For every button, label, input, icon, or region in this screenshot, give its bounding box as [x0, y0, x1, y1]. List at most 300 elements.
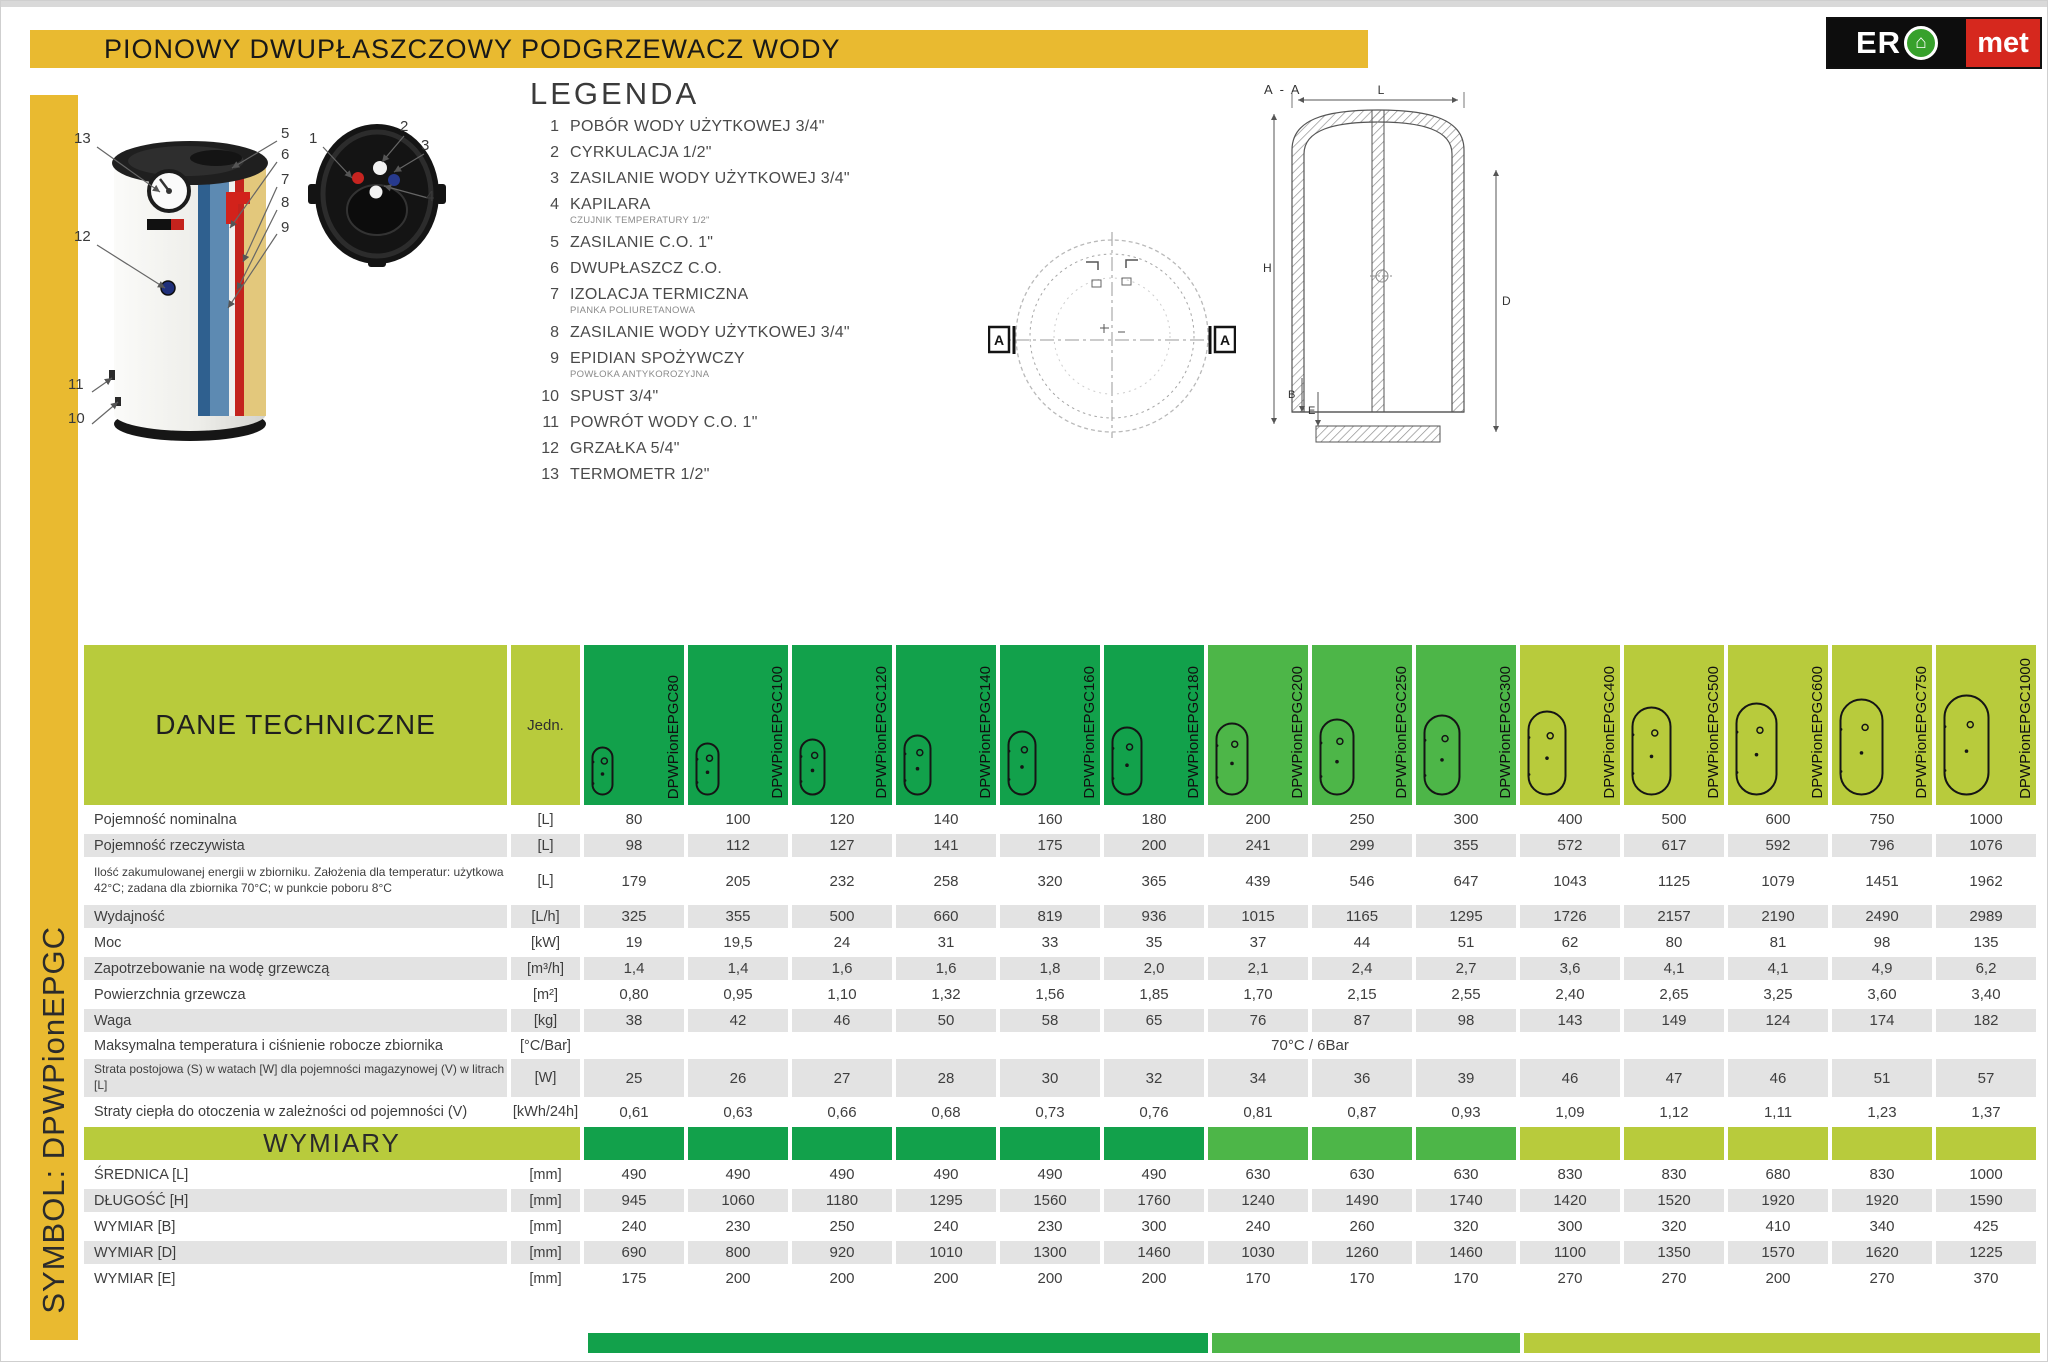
table-value-cell: 31 — [937, 934, 955, 951]
table-value-cell: 1,6 — [792, 957, 892, 980]
bottom-strip — [588, 1333, 2040, 1353]
legend-item — [533, 350, 893, 368]
legend-item-label: IZOLACJA TERMICZNA — [570, 286, 749, 303]
legend-item-label: GRZAŁKA 5/4" — [570, 440, 680, 457]
table-value-cell: 200 — [1765, 1270, 1791, 1287]
table-value-cell: 1100 — [1520, 1241, 1620, 1264]
table-value-cell: 6,2 — [1936, 957, 2036, 980]
table-value-cell: 100 — [725, 811, 751, 828]
table-value-cell: 170 — [1453, 1270, 1479, 1287]
table-value-cell: 4,1 — [1624, 957, 1724, 980]
legend-item-label: SPUST 3/4" — [570, 388, 659, 405]
legend-item — [533, 466, 893, 484]
legend-item-label: ZASILANIE C.O. 1" — [570, 234, 714, 251]
table-value-cell: 1030 — [1208, 1241, 1308, 1264]
table-value-cell: 1560 — [1000, 1189, 1100, 1212]
table-value-cell: 500 — [1661, 811, 1687, 828]
row-unit: [mm] — [511, 1241, 580, 1264]
row-label: Ilość zakumulowanej energii w zbiorniku. Założenia dla temperatur: użytkowa 42°C; zadana dla zbiornika 70°C; w punkcie poboru 8°C — [94, 865, 504, 895]
callout-label: 8 — [281, 194, 290, 211]
table-value-cell: 98 — [1873, 934, 1891, 951]
table-value-cell: 0,66 — [827, 1103, 857, 1121]
callout-label: 2 — [400, 118, 409, 135]
table-value-cell: 0,95 — [723, 986, 753, 1003]
table-value-cell: 205 — [725, 872, 751, 890]
table-value-cell: 30 — [1000, 1059, 1100, 1097]
row-label: DŁUGOŚĆ [H] — [84, 1189, 507, 1212]
table-value-cell: 490 — [933, 1166, 959, 1183]
legend-item — [533, 440, 893, 458]
table-value-cell: 141 — [896, 834, 996, 857]
table-value-cell: 270 — [1557, 1270, 1583, 1287]
vertical-section-drawing — [1258, 80, 1514, 462]
tank-icon — [695, 742, 720, 796]
table-value-cell: 200 — [1104, 834, 1204, 857]
table-value-cell: 2,15 — [1347, 986, 1377, 1003]
legend-item — [533, 196, 893, 214]
table-value-cell: 37 — [1249, 934, 1267, 951]
table-value-cell: 439 — [1245, 872, 1271, 890]
table-value-cell: 3,40 — [1971, 986, 2001, 1003]
table-value-cell: 617 — [1624, 834, 1724, 857]
legend-item-number: 2 — [550, 144, 559, 161]
table-value-cell: 47 — [1624, 1059, 1724, 1097]
legend-item-number: 5 — [550, 234, 559, 251]
tank-icon — [591, 746, 614, 796]
row-unit: [mm] — [511, 1189, 580, 1212]
page-title-band — [30, 30, 1368, 68]
table-value-cell: 57 — [1936, 1059, 2036, 1097]
column-header — [896, 645, 996, 805]
row-label: Pojemność rzeczywista — [84, 834, 507, 857]
table-value-cell: 19 — [625, 934, 643, 951]
dim-b-label: B — [1288, 389, 1296, 401]
table-value-cell: 58 — [1000, 1009, 1100, 1032]
table-value-cell: 1620 — [1832, 1241, 1932, 1264]
table-value-cell: 4,1 — [1728, 957, 1828, 980]
table-value-cell: 80 — [625, 811, 643, 828]
column-label: DPWPionEPGC400 — [1601, 666, 1618, 799]
table-value-cell: 33 — [1041, 934, 1059, 951]
row-label: Waga — [84, 1009, 507, 1032]
column-label: DPWPionEPGC500 — [1705, 666, 1722, 799]
row-label: Powierzchnia grzewcza — [94, 986, 246, 1003]
row-label: Maksymalna temperatura i ciśnienie robocze zbiornika — [94, 1037, 443, 1054]
legend-item — [533, 324, 893, 342]
legend-item-number: 13 — [541, 466, 559, 483]
table-value-cell: 1125 — [1657, 872, 1691, 890]
row-unit: [L] — [537, 873, 554, 889]
table-value-cell: 2,7 — [1416, 957, 1516, 980]
row-unit: [mm] — [529, 1218, 562, 1235]
table-value-cell: 44 — [1353, 934, 1371, 951]
table-value-cell: 46 — [1728, 1059, 1828, 1097]
window-top-edge — [0, 0, 2048, 7]
row-label: Straty ciepła do otoczenia w zależności od pojemności (V) — [94, 1104, 468, 1120]
legend-item-number: 8 — [550, 324, 559, 341]
table-value-cell: 112 — [688, 834, 788, 857]
tank-icon — [903, 734, 932, 796]
table-value-cell: 920 — [792, 1241, 892, 1264]
row-span-value: 70°C / 6Bar — [1271, 1037, 1349, 1054]
table-value-cell: 1225 — [1936, 1241, 2036, 1264]
table-value-cell: 62 — [1561, 934, 1579, 951]
table-value-cell: 1060 — [688, 1189, 788, 1212]
table-value-cell: 34 — [1208, 1059, 1308, 1097]
section-band-cell — [1104, 1127, 1204, 1160]
legend-list — [533, 118, 893, 492]
table-value-cell: 1,70 — [1243, 986, 1273, 1003]
table-value-cell: 800 — [688, 1241, 788, 1264]
table-value-cell: 200 — [1245, 811, 1271, 828]
tank-icon — [1735, 702, 1778, 796]
table-value-cell: 1962 — [1969, 872, 2003, 890]
column-label: DPWPionEPGC300 — [1497, 666, 1514, 799]
dim-e-label: E — [1308, 405, 1316, 417]
table-value-cell: 630 — [1453, 1166, 1479, 1183]
table-value-cell: 1,6 — [896, 957, 996, 980]
logo-black-section — [1828, 19, 1966, 67]
table-value-cell: 39 — [1416, 1059, 1516, 1097]
column-label: DPWPionEPGC140 — [977, 666, 994, 799]
section-band-cell — [896, 1127, 996, 1160]
table-title: DANE TECHNICZNE — [84, 645, 507, 805]
section-marker-a-left: A — [993, 332, 1005, 348]
legend-item-number: 9 — [550, 350, 559, 367]
table-value-cell: 1079 — [1761, 872, 1795, 890]
legend-item-label: DWUPŁASZCZ C.O. — [570, 260, 723, 277]
table-value-cell: 1,85 — [1139, 986, 1169, 1003]
legend-item-label: CYRKULACJA 1/2" — [570, 144, 712, 161]
tank-icon — [1631, 706, 1672, 796]
table-value-cell: 320 — [1453, 1218, 1479, 1235]
legend-item-subtext: POWŁOKA ANTYKOROZYJNA — [570, 369, 710, 380]
logo-house-icon: ⌂ — [1904, 26, 1938, 60]
table-value-cell: 179 — [621, 872, 647, 890]
legend-item-label: ZASILANIE WODY UŻYTKOWEJ 3/4" — [570, 170, 850, 187]
legend-item — [533, 144, 893, 162]
table-value-cell: 1920 — [1832, 1189, 1932, 1212]
column-header — [1832, 645, 1932, 805]
table-value-cell: 32 — [1104, 1059, 1204, 1097]
row-label: Pojemność nominalna — [94, 811, 237, 828]
tank-icon — [1007, 730, 1037, 796]
row-unit: [kg] — [511, 1009, 580, 1032]
table-value-cell: 0,73 — [1035, 1103, 1065, 1121]
table-value-cell: 1076 — [1936, 834, 2036, 857]
table-value-cell: 200 — [725, 1270, 751, 1287]
callout-label: 13 — [74, 130, 91, 147]
table-value-cell: 1920 — [1728, 1189, 1828, 1212]
tank-icon — [1215, 722, 1249, 796]
row-unit: [kWh/24h] — [512, 1104, 579, 1120]
section-band-cell — [1208, 1127, 1308, 1160]
table-value-cell: 180 — [1141, 811, 1167, 828]
row-label: WYMIAR [E] — [94, 1270, 176, 1287]
section-band-cell — [688, 1127, 788, 1160]
callout-label: 10 — [68, 410, 85, 427]
table-value-cell: 0,61 — [619, 1103, 649, 1121]
table-value-cell: 51 — [1457, 934, 1475, 951]
column-header — [1416, 645, 1516, 805]
callout-label: 6 — [281, 146, 290, 163]
row-unit: [L/h] — [511, 905, 580, 928]
table-value-cell: 1043 — [1553, 872, 1587, 890]
table-value-cell: 4,9 — [1832, 957, 1932, 980]
column-header — [1208, 645, 1308, 805]
table-value-cell: 320 — [1037, 872, 1063, 890]
row-label: Strata postojowa (S) w watach [W] dla pojemności magazynowej (V) w litrach [L] — [84, 1059, 507, 1097]
row-unit: [m²] — [533, 986, 558, 1003]
table-value-cell: 135 — [1973, 934, 1999, 951]
table-value-cell: 1,12 — [1659, 1103, 1689, 1121]
table-value-cell: 2989 — [1936, 905, 2036, 928]
legend-item-number: 7 — [550, 286, 559, 303]
column-label: DPWPionEPGC180 — [1185, 666, 1202, 799]
table-value-cell: 1451 — [1865, 872, 1899, 890]
table-value-cell: 124 — [1728, 1009, 1828, 1032]
row-unit: [kW] — [531, 934, 560, 951]
table-value-cell: 3,6 — [1520, 957, 1620, 980]
table-value-cell: 240 — [933, 1218, 959, 1235]
column-label: DPWPionEPGC200 — [1289, 666, 1306, 799]
table-value-cell: 1520 — [1624, 1189, 1724, 1212]
table-value-cell: 400 — [1557, 811, 1583, 828]
table-value-cell: 1000 — [1969, 811, 2003, 828]
table-value-cell: 260 — [1349, 1218, 1375, 1235]
table-value-cell: 46 — [792, 1009, 892, 1032]
section-band-cell — [1936, 1127, 2036, 1160]
table-value-cell: 1726 — [1520, 905, 1620, 928]
table-value-cell: 490 — [725, 1166, 751, 1183]
table-value-cell: 87 — [1312, 1009, 1412, 1032]
table-value-cell: 300 — [1141, 1218, 1167, 1235]
section-band-cell — [1624, 1127, 1724, 1160]
column-header — [1312, 645, 1412, 805]
legend-item — [533, 234, 893, 252]
column-header — [1104, 645, 1204, 805]
table-value-cell: 250 — [1349, 811, 1375, 828]
table-value-cell: 38 — [584, 1009, 684, 1032]
section-band-cell — [1520, 1127, 1620, 1160]
row-label: ŚREDNICA [L] — [94, 1166, 189, 1183]
table-value-cell: 1,8 — [1000, 957, 1100, 980]
table-value-cell: 2157 — [1624, 905, 1724, 928]
column-label: DPWPionEPGC100 — [769, 666, 786, 799]
table-value-cell: 200 — [1037, 1270, 1063, 1287]
bottom-strip-segment — [1524, 1333, 2040, 1353]
column-header — [1728, 645, 1828, 805]
table-value-cell: 170 — [1349, 1270, 1375, 1287]
table-value-cell: 1180 — [792, 1189, 892, 1212]
table-value-cell: 355 — [1416, 834, 1516, 857]
table-value-cell: 796 — [1832, 834, 1932, 857]
section-band-cell — [1832, 1127, 1932, 1160]
legend-item-label: ZASILANIE WODY UŻYTKOWEJ 3/4" — [570, 324, 850, 341]
table-value-cell: 232 — [829, 872, 855, 890]
table-value-cell: 160 — [1037, 811, 1063, 828]
column-label: DPWPionEPGC750 — [1913, 666, 1930, 799]
row-unit: [m³/h] — [511, 957, 580, 980]
column-header — [1000, 645, 1100, 805]
tank-icon — [1527, 710, 1567, 796]
table-value-cell: 0,68 — [931, 1103, 961, 1121]
callout-label: 1 — [309, 130, 318, 147]
legend-item-number: 12 — [541, 440, 559, 457]
table-value-cell: 258 — [933, 872, 959, 890]
table-value-cell: 0,80 — [619, 986, 649, 1003]
table-value-cell: 300 — [1557, 1218, 1583, 1235]
row-unit: [mm] — [529, 1270, 562, 1287]
data-table — [84, 645, 2036, 1290]
table-value-cell: 1,32 — [931, 986, 961, 1003]
legend-item-subtext: CZUJNIK TEMPERATURY 1/2" — [570, 215, 710, 226]
table-value-cell: 36 — [1312, 1059, 1412, 1097]
section-band-cell — [1728, 1127, 1828, 1160]
table-value-cell: 0,87 — [1347, 1103, 1377, 1121]
table-value-cell: 200 — [933, 1270, 959, 1287]
callout-label: 4 — [426, 188, 435, 205]
row-label: WYMIAR [B] — [94, 1218, 176, 1235]
table-value-cell: 46 — [1520, 1059, 1620, 1097]
table-value-cell: 325 — [584, 905, 684, 928]
callout-label: 7 — [281, 171, 290, 188]
column-header — [1624, 645, 1724, 805]
column-label: DPWPionEPGC600 — [1809, 666, 1826, 799]
table-value-cell: 425 — [1973, 1218, 1999, 1235]
column-label: DPWPionEPGC160 — [1081, 666, 1098, 799]
table-value-cell: 680 — [1765, 1166, 1791, 1183]
table-value-cell: 490 — [829, 1166, 855, 1183]
table-value-cell: 241 — [1208, 834, 1308, 857]
table-value-cell: 28 — [896, 1059, 996, 1097]
row-unit: [W] — [511, 1059, 580, 1097]
table-value-cell: 630 — [1349, 1166, 1375, 1183]
table-value-cell: 830 — [1557, 1166, 1583, 1183]
column-header — [792, 645, 892, 805]
table-value-cell: 1,56 — [1035, 986, 1065, 1003]
logo-met-text: met — [1977, 26, 2029, 59]
row-label: Wydajność — [84, 905, 507, 928]
column-header — [584, 645, 684, 805]
table-value-cell: 490 — [1037, 1166, 1063, 1183]
table-value-cell: 320 — [1661, 1218, 1687, 1235]
legend-item — [533, 286, 893, 304]
table-value-cell: 1295 — [1416, 905, 1516, 928]
tank-icon — [1943, 694, 1990, 796]
table-value-cell: 945 — [584, 1189, 684, 1212]
table-value-cell: 175 — [1000, 834, 1100, 857]
row-label: WYMIAR [D] — [84, 1241, 507, 1264]
row-unit: [L] — [537, 811, 554, 828]
table-value-cell: 1,10 — [827, 986, 857, 1003]
row-label: Moc — [94, 934, 122, 951]
section-band-cell — [1416, 1127, 1516, 1160]
table-value-cell: 1420 — [1520, 1189, 1620, 1212]
table-value-cell: 592 — [1728, 834, 1828, 857]
table-value-cell: 200 — [1141, 1270, 1167, 1287]
table-value-cell: 1,23 — [1867, 1103, 1897, 1121]
legend-item-label: EPIDIAN SPOŻYWCZY — [570, 350, 745, 367]
table-value-cell: 490 — [1141, 1166, 1167, 1183]
table-value-cell: 19,5 — [723, 934, 753, 951]
callout-label: 11 — [68, 376, 84, 393]
tank-icon — [1319, 718, 1355, 796]
table-value-cell: 182 — [1936, 1009, 2036, 1032]
section-marker-a-right: A — [1219, 332, 1231, 348]
callout-label: 3 — [421, 137, 430, 154]
table-value-cell: 2,0 — [1104, 957, 1204, 980]
table-value-cell: 370 — [1973, 1270, 1999, 1287]
table-value-cell: 340 — [1869, 1218, 1895, 1235]
table-value-cell: 35 — [1145, 934, 1163, 951]
legend-item — [533, 260, 893, 278]
bottom-strip-segment — [588, 1333, 1208, 1353]
table-value-cell: 750 — [1869, 811, 1895, 828]
table-value-cell: 819 — [1000, 905, 1100, 928]
table-value-cell: 230 — [1037, 1218, 1063, 1235]
table-value-cell: 127 — [792, 834, 892, 857]
tank-icon — [799, 738, 826, 796]
unit-column-header: Jedn. — [511, 645, 580, 805]
row-label: Zapotrzebowanie na wodę grzewczą — [84, 957, 507, 980]
table-value-cell: 270 — [1661, 1270, 1687, 1287]
table-value-cell: 26 — [688, 1059, 788, 1097]
legend-item-number: 10 — [541, 388, 559, 405]
section-band-cell — [1312, 1127, 1412, 1160]
legend-item-number: 3 — [550, 170, 559, 187]
legend-item-label: TERMOMETR 1/2" — [570, 466, 710, 483]
table-value-cell: 690 — [584, 1241, 684, 1264]
section-aa-label: A - A — [1264, 82, 1302, 97]
table-value-cell: 1010 — [896, 1241, 996, 1264]
table-value-cell: 2190 — [1728, 905, 1828, 928]
section-header: WYMIARY — [84, 1127, 580, 1160]
eromet-logo — [1826, 17, 2042, 69]
dim-h-label: H — [1263, 261, 1272, 275]
table-value-cell: 2,55 — [1451, 986, 1481, 1003]
legend-item-number: 6 — [550, 260, 559, 277]
table-value-cell: 365 — [1141, 872, 1167, 890]
table-value-cell: 174 — [1832, 1009, 1932, 1032]
bottom-strip-segment — [1212, 1333, 1520, 1353]
dim-d-label: D — [1502, 294, 1511, 308]
section-band-cell — [792, 1127, 892, 1160]
section-band-cell — [1000, 1127, 1100, 1160]
table-value-cell: 250 — [829, 1218, 855, 1235]
logo-er-text: ER — [1855, 25, 1902, 60]
sidebar-symbol-text: SYMBOL: DPWPionEPGC — [36, 926, 71, 1314]
tank-icon — [1423, 714, 1461, 796]
table-value-cell: 240 — [621, 1218, 647, 1235]
table-value-cell: 1460 — [1416, 1241, 1516, 1264]
section-band-cell — [584, 1127, 684, 1160]
legend-item — [533, 170, 893, 188]
table-value-cell: 1460 — [1104, 1241, 1204, 1264]
legend-item-number: 1 — [550, 118, 559, 135]
table-value-cell: 42 — [688, 1009, 788, 1032]
table-value-cell: 500 — [792, 905, 892, 928]
table-value-cell: 120 — [829, 811, 855, 828]
table-value-cell: 0,76 — [1139, 1103, 1169, 1121]
table-value-cell: 3,25 — [1763, 986, 1793, 1003]
tank-icon — [1839, 698, 1884, 796]
table-value-cell: 80 — [1665, 934, 1683, 951]
table-value-cell: 1,09 — [1555, 1103, 1585, 1121]
column-label: DPWPionEPGC1000 — [2017, 658, 2034, 799]
table-value-cell: 546 — [1349, 872, 1375, 890]
table-value-cell: 647 — [1453, 872, 1479, 890]
